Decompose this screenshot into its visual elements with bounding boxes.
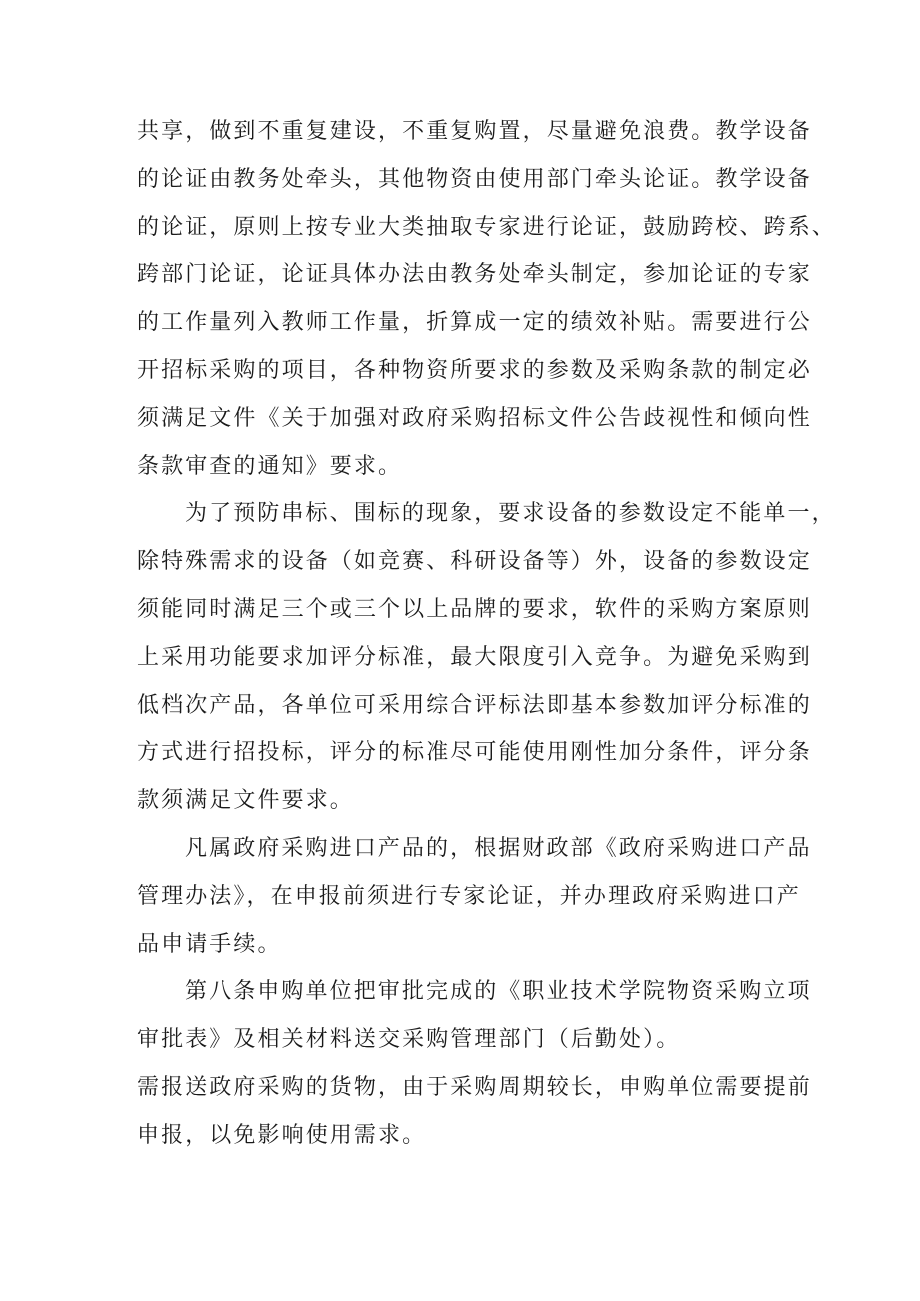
text-line: 共享，做到不重复建设，不重复购置，尽量避免浪费。教学设备 <box>137 119 812 144</box>
text-line: 审批表》及相关材料送交采购管理部门（后勤处）。 <box>137 1027 681 1053</box>
text-line: 须满足文件《关于加强对政府采购招标文件公告歧视性和倾向性 <box>137 405 812 431</box>
paragraph-start-line: 为了预防串标、围标的现象，要求设备的参数设定不能单一， <box>185 501 836 527</box>
text-line: 品申请手续。 <box>137 931 282 957</box>
text-line: 管理办法》，在申报前须进行专家论证，并办理政府采购进口产 <box>137 883 801 909</box>
text-line: 跨部门论证，论证具体办法由教务处牵头制定，参加论证的专家 <box>137 262 812 288</box>
text-line: 条款审查的通知》要求。 <box>137 453 403 479</box>
text-line: 款须满足文件要求。 <box>137 788 354 814</box>
text-line: 需报送政府采购的货物，由于采购周期较长，申购单位需要提前 <box>137 1074 812 1100</box>
document-body <box>137 108 836 1160</box>
text-line: 开招标采购的项目，各种物资所要求的参数及采购条款的制定必 <box>137 357 812 383</box>
text-line: 申报，以免影响使用需求。 <box>137 1122 427 1148</box>
text-line: 的工作量列入教师工作量，折算成一定的绩效补贴。需要进行公 <box>137 310 812 336</box>
text-line: 须能同时满足三个或三个以上品牌的要求，软件的采购方案原则 <box>137 596 812 622</box>
text-line: 的论证，原则上按专业大类抽取专家进行论证，鼓励跨校、跨系、 <box>137 214 836 240</box>
paragraph-start-line: 凡属政府采购进口产品的，根据财政部《政府采购进口产品 <box>185 835 812 861</box>
text-line: 方式进行招投标，评分的标准尽可能使用刚性加分条件，评分条 <box>137 740 812 766</box>
text-line: 上采用功能要求加评分标准，最大限度引入竞争。为避免采购到 <box>137 644 812 670</box>
paragraph-start-line: 第八条申购单位把审批完成的《职业技术学院物资采购立项 <box>185 979 812 1005</box>
text-line: 的论证由教务处牵头，其他物资由使用部门牵头论证。教学设备 <box>137 166 812 192</box>
text-line: 除特殊需求的设备（如竞赛、科研设备等）外，设备的参数设定 <box>137 549 812 575</box>
text-line: 低档次产品，各单位可采用综合评标法即基本参数加评分标准的 <box>137 692 812 718</box>
